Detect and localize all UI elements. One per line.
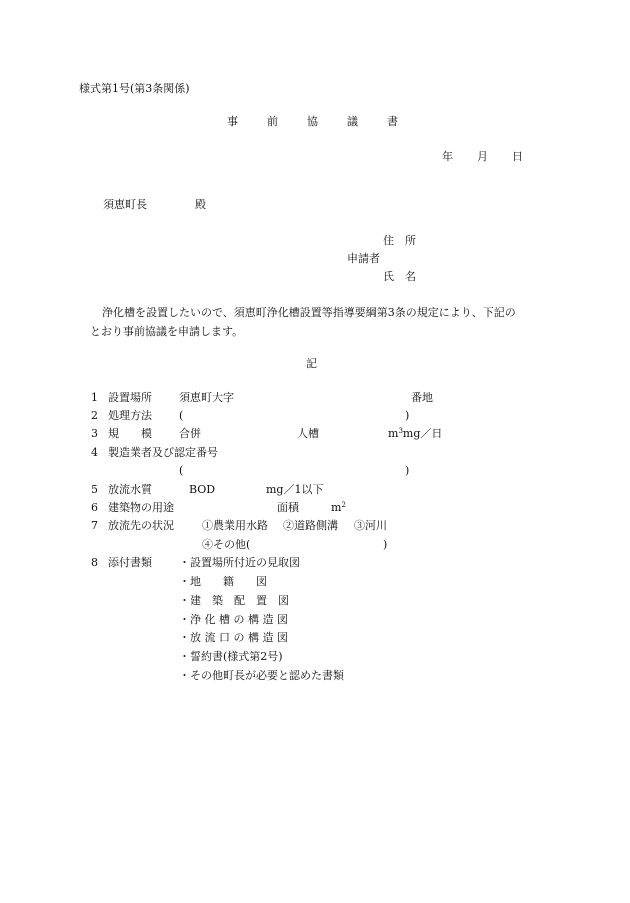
bod-label: BOD [189,483,216,496]
body-line-2: とおり事前協議を申請します。 [90,325,244,338]
outlet-option-4: ④その他( [202,538,251,551]
date-month: 月 [477,150,488,163]
attachment-item: ・浄 化 槽 の 構 造 図 [179,613,288,626]
paren-open: ( [179,409,184,422]
paren-close: ) [405,409,410,422]
item-number: 2 [91,409,98,422]
body-line-1: 浄化槽を設置したいので、須恵町浄化槽設置等指導要綱第3条の規定により、下記の [102,306,516,319]
item-label: 添付書類 [108,556,152,569]
name-label: 氏 名 [383,270,416,283]
item-suffix: 番地 [411,391,433,404]
date-year: 年 [442,150,453,163]
attachment-item: ・誓約書(様式第2号) [179,650,283,663]
item-label: 放流先の状況 [108,519,174,532]
unit-exponent: 3 [398,427,403,435]
paren-close: ) [383,538,388,551]
unit-m: m [388,427,399,440]
item-number: 8 [91,556,98,569]
attachment-item: ・地 籍 図 [179,575,267,588]
attachment-item: ・建 築 配 置 図 [179,594,289,607]
scale-unit [388,428,442,439]
item-label: 放流水質 [108,483,152,496]
title-char: 書 [387,115,398,128]
paren-open: ( [179,464,184,477]
item-number: 4 [91,446,98,459]
unit-rest: mg／日 [402,427,443,440]
item-value: 須恵町大字 [179,391,234,404]
bod-unit: mg／1以下 [266,483,324,496]
unit-exponent: 2 [341,501,346,509]
title-char: 議 [347,115,358,128]
unit-m: m [331,501,342,514]
item-label: 規 模 [108,427,152,440]
outlet-option-1: ①農業用水路 [202,519,268,532]
form-label: 様式第1号(第3条関係) [79,82,190,95]
addressee-honorific: 殿 [195,198,206,211]
item-number: 3 [91,427,98,440]
title-char: 事 [227,115,238,128]
title-char: 前 [267,115,278,128]
item-number: 6 [91,501,98,514]
area-unit [331,502,346,513]
attachment-item: ・設置場所付近の見取図 [179,556,300,569]
paren-close: ) [405,464,410,477]
item-label: 設置場所 [108,391,152,404]
item-number: 7 [91,519,98,532]
addressee-name: 須恵町長 [103,198,147,211]
address-label: 住 所 [383,234,416,247]
outlet-option-3: ③河川 [354,519,387,532]
item-number: 1 [91,391,98,404]
scale-type-1: 合併 [179,427,201,440]
item-label: 建築物の用途 [108,501,174,514]
area-label: 面積 [277,501,299,514]
item-label: 製造業者及び認定番号 [108,446,218,459]
item-number: 5 [91,483,98,496]
attachment-item: ・放 流 口 の 構 造 図 [179,631,288,644]
outlet-option-2: ②道路側溝 [283,519,338,532]
date-day: 日 [512,150,523,163]
applicant-label: 申請者 [347,252,380,265]
ki-heading: 記 [306,357,317,370]
scale-type-2: 人槽 [297,427,319,440]
attachment-item: ・その他町長が必要と認めた書類 [179,669,344,682]
title-char: 協 [307,115,318,128]
item-label: 処理方法 [108,409,152,422]
